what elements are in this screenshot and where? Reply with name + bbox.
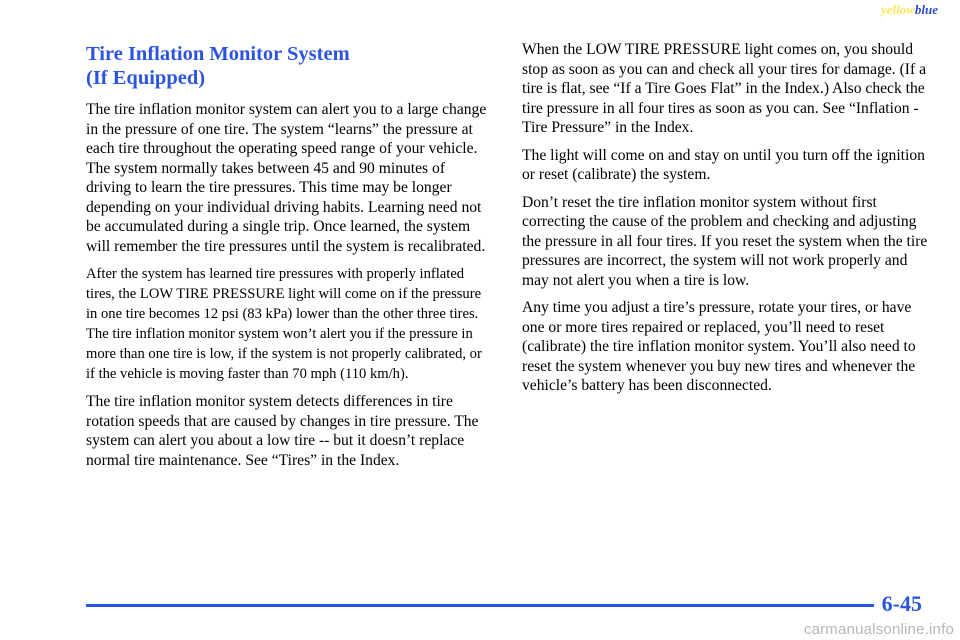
right-column <box>522 40 932 404</box>
right-paragraph-4: Any time you adjust a tire’s pressure, rotate your tires, or have one or more tires repaired or replaced, you’ll need to reset (calibrate) the tire inflation monitor system. You’ll also need to reset the system whenever you buy new tires and whenever the vehicle’s battery has been disconnected. <box>522 299 916 394</box>
brand-blue-text: blue <box>914 2 938 17</box>
right-paragraph-1: When the LOW TIRE PRESSURE light comes on, you should stop as soon as you can and check all your tires for damage. (If a tire is flat, see “If a Tire Goes Flat” in the Index.) Also check the tire pressure in all four tires as soon as you can. See “Inflation - Tire Pressure” in the Index. <box>522 41 926 136</box>
left-paragraph-1: The tire inflation monitor system can alert you to a large change in the pressure of one tire. The system “learns” the pressure at each tire throughout the operating speed range of your vehicle. The system normally takes between 45 and 90 minutes of driving to learn the tire pressures. This time may be longer depending on your individual driving habits. Learning need not be accumulated during a single trip. Once learned, the system will remember the tire pressures until the system is recalibrated. <box>86 101 487 255</box>
watermark-text: carmanualsonline.info <box>803 621 954 638</box>
page-number: 6-45 <box>881 591 922 616</box>
left-paragraph-3: The tire inflation monitor system detects differences in tire rotation speeds that are caused by changes in tire pressure. The system can alert you about a low tire -- but it doesn’t replace normal tire maintenance. See “Tires” in the Index. <box>86 393 479 469</box>
section-title-line1: Tire Inflation Monitor System <box>86 43 350 65</box>
footer-rule <box>86 604 874 607</box>
section-title <box>86 42 491 90</box>
right-paragraph-2: The light will come on and stay on until you turn off the ignition or reset (calibrate) the system. <box>522 146 925 183</box>
brand-label <box>881 2 938 18</box>
left-column <box>86 40 491 478</box>
section-title-line2: (If Equipped) <box>86 67 206 89</box>
left-paragraph-2: After the system has learned tire pressures with properly inflated tires, the LOW TIRE PRESSURE light will come on if the pressure in one tire becomes 12 psi (83 kPa) lower than the other three tires. The tire inflation monitor system won’t alert you if the pressure in more than one tire is low, if the system is not properly calibrated, or if the vehicle is moving faster than 70 mph (110 km/h). <box>86 266 482 382</box>
right-paragraph-3: Don’t reset the tire inflation monitor system without first correcting the cause of the problem and checking and adjusting the pressure in all four tires. If you reset the system when the tire pressures are incorrect, the system will not work properly and may not alert you when a tire is low. <box>522 193 928 289</box>
brand-yellow-text: yellow <box>880 2 915 17</box>
